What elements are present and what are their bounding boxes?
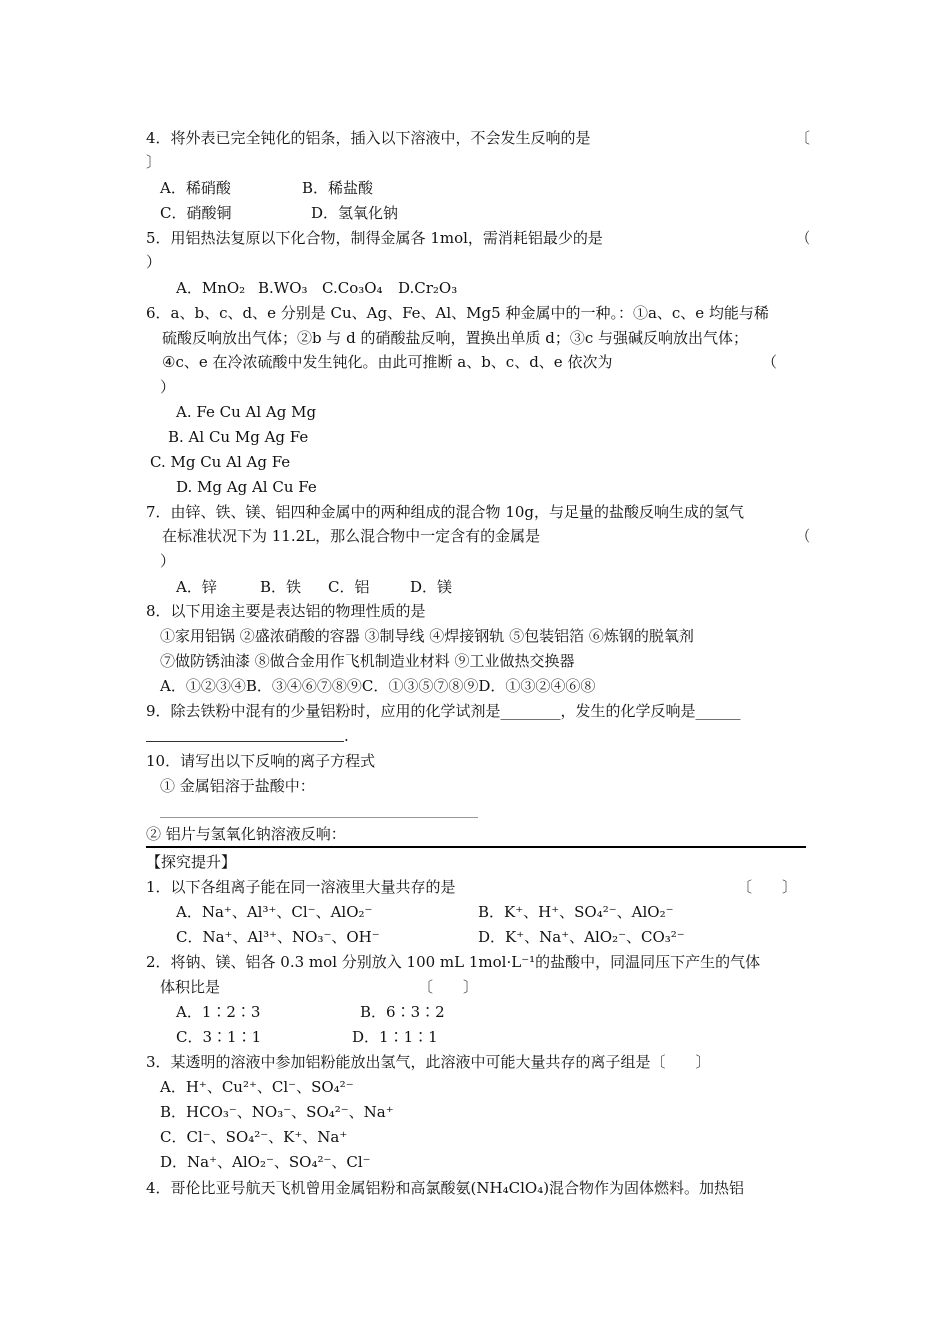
q9-stem: 9．除去铁粉中混有的少量铝粉时，应用的化学试剂是________，发生的化学反响是______ xyxy=(146,702,741,720)
q6-option-a: A. Fe Cu Al Ag Mg xyxy=(176,403,317,421)
q5-stem: 5．用铝热法复原以下化合物，制得金属各 1mol，需消耗铝最少的是 xyxy=(146,229,603,247)
p3-option-a: A．H⁺、Cu²⁺、Cl⁻、SO₄²⁻ xyxy=(160,1078,354,1096)
q8-items-line-1: ①家用铝锅 ②盛浓硝酸的容器 ③制导线 ④焊接钢轨 ⑤包装铝箔 ⑥炼钢的脱氧剂 xyxy=(160,627,694,645)
p1-option-a: A．Na⁺、Al³⁺、Cl⁻、AlO₂⁻ xyxy=(176,903,373,921)
q5-option-d: D.Cr₂O₃ xyxy=(398,279,458,297)
q7-paren-open: （ xyxy=(797,527,811,545)
q10-stem: 10．请写出以下反响的离子方程式 xyxy=(146,752,376,770)
p2-option-c: C．3∶1∶1 xyxy=(176,1028,262,1046)
q8-stem: 8．以下用途主要是表达铝的物理性质的是 xyxy=(146,602,426,620)
q7-paren-close: ） xyxy=(160,552,176,570)
p1-option-d: D．K⁺、Na⁺、AlO₂⁻、CO₃²⁻ xyxy=(478,928,685,946)
q7-line-2: 在标准状况下为 11.2L，那么混合物中一定含有的金属是 xyxy=(162,527,541,545)
q6-line-3: ④c、e 在冷浓硫酸中发生钝化。由此可推断 a、b、c、d、e 依次为 xyxy=(162,353,613,371)
q4-stem: 4．将外表已完全钝化的铝条，插入以下溶液中，不会发生反响的是 xyxy=(146,129,591,147)
section-divider xyxy=(146,846,806,848)
q5-paren-close: ） xyxy=(146,253,162,271)
p1-option-c: C．Na⁺、Al³⁺、NO₃⁻、OH⁻ xyxy=(176,928,380,946)
p3-option-b: B．HCO₃⁻、NO₃⁻、SO₄²⁻、Na⁺ xyxy=(160,1103,394,1121)
p2-line-1: 2．将钠、镁、铝各 0.3 mol 分别放入 100 mL 1mol·L⁻¹的盐酸中，同温同压下产生的气体 xyxy=(146,953,761,971)
p3-option-d: D．Na⁺、AlO₂⁻、SO₄²⁻、Cl⁻ xyxy=(160,1153,371,1171)
q6-paren-close: ） xyxy=(160,378,176,396)
q7-option-b: B．铁 xyxy=(260,578,302,596)
q7-option-c: C．铝 xyxy=(328,578,370,596)
p2-option-a: A．1∶2∶3 xyxy=(176,1003,261,1021)
q8-items-line-2: ⑦做防锈油漆 ⑧做合金用作飞机制造业材料 ⑨工业做热交换器 xyxy=(160,652,575,670)
q6-option-c: C. Mg Cu Al Ag Fe xyxy=(150,453,291,471)
q5-option-a: A．MnO₂ xyxy=(176,279,246,297)
p1-option-b: B．K⁺、H⁺、SO₄²⁻、AlO₂⁻ xyxy=(478,903,674,921)
q4-paren-close: 〕 xyxy=(146,153,162,171)
q7-line-1: 7．由锌、铁、镁、铝四种金属中的两种组成的混合物 10g，与足量的盐酸反响生成的氢气 xyxy=(146,503,745,521)
q4-option-c: C．硝酸铜 xyxy=(160,204,232,222)
q6-line-2: 硫酸反响放出气体；②b 与 d 的硝酸盐反响，置换出单质 d；③c 与强碱反响放出气体； xyxy=(162,329,749,347)
section-title: 【探究提升】 xyxy=(146,853,237,871)
q5-option-c: C.Co₃O₄ xyxy=(322,279,383,297)
q6-option-d: D. Mg Ag Al Cu Fe xyxy=(176,478,317,496)
q7-option-a: A．锌 xyxy=(176,578,217,596)
q6-option-b: B. Al Cu Mg Ag Fe xyxy=(168,428,309,446)
q8-options: A．①②③④B．③④⑥⑦⑧⑨C．①③⑤⑦⑧⑨D．①③②④⑥⑧ xyxy=(160,677,596,695)
q9-answer-blank xyxy=(146,741,344,742)
q4-option-b: B．稀盐酸 xyxy=(302,179,374,197)
p2-option-b: B．6∶3∶2 xyxy=(360,1003,445,1021)
q7-option-d: D．镁 xyxy=(410,578,453,596)
p3-option-c: C．Cl⁻、SO₄²⁻、K⁺、Na⁺ xyxy=(160,1128,348,1146)
p2-paren: 〔 〕 xyxy=(418,978,479,996)
q10-answer-line xyxy=(160,817,478,818)
q10-sub-2: ② 铝片与氢氧化钠溶液反响： xyxy=(146,825,346,843)
q6-paren-open: （ xyxy=(762,353,778,371)
q10-sub-1: ① 金属铝溶于盐酸中： xyxy=(160,777,315,795)
q5-option-b: B.WO₃ xyxy=(258,279,308,297)
q6-line-1: 6．a、b、c、d、e 分别是 Cu、Ag、Fe、Al、Mg5 种金属中的一种。：①a、c、e 均能与稀 xyxy=(146,304,769,322)
p2-line-2: 体积比是 xyxy=(160,978,221,996)
q9-tail: . xyxy=(344,727,349,745)
q4-option-a: A．稀硝酸 xyxy=(160,179,231,197)
p4-line-1: 4．哥伦比亚号航天飞机曾用金属铝粉和高氯酸氨(NH₄ClO₄)混合物作为固体燃料。加热铝 xyxy=(146,1179,745,1197)
q4-paren-open: 〔 xyxy=(795,129,811,147)
q5-paren-open: （ xyxy=(797,229,811,247)
p2-option-d: D．1∶1∶1 xyxy=(352,1028,438,1046)
p1-paren: 〔 〕 xyxy=(737,878,798,896)
p3-stem: 3．某透明的溶液中参加铝粉能放出氢气，此溶液中可能大量共存的离子组是〔 〕 xyxy=(146,1053,711,1071)
p1-stem: 1．以下各组离子能在同一溶液里大量共存的是 xyxy=(146,878,456,896)
q4-option-d: D．氢氧化钠 xyxy=(311,204,399,222)
